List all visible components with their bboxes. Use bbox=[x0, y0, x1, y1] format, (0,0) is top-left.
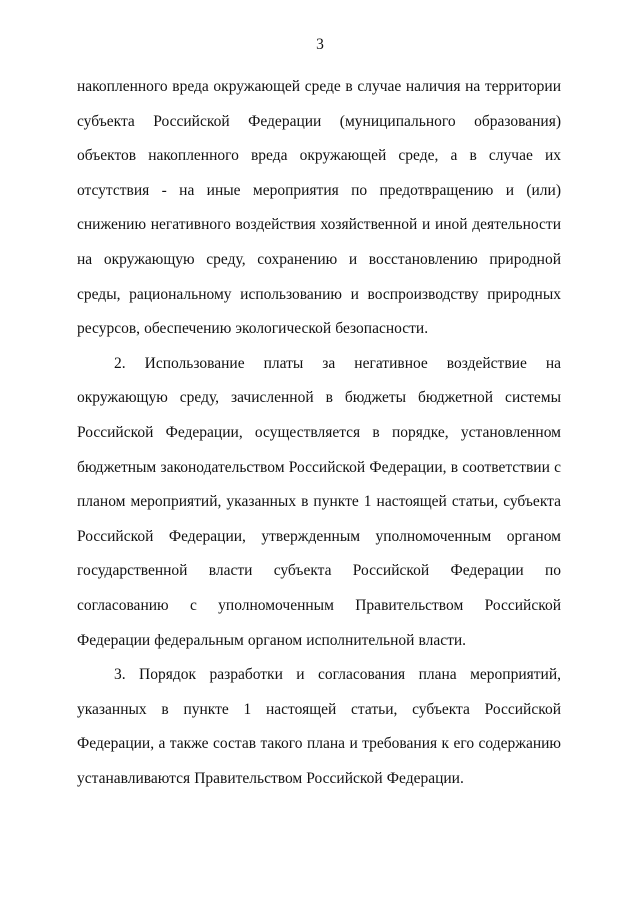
document-body bbox=[77, 70, 561, 796]
paragraph-item-2: 2. Использование платы за негативное воздействие на окружающую среду, зачисленной в бюджеты бюджетной системы Российской Федерации, осуществляется в порядке, установленном бюджетным законодательством Российской Федерации, в соответствии с планом мероприятий, указанных в пункте 1 настоящей статьи, субъекта Российской Федерации, утвержденным уполномоченным органом государственной власти субъекта Российской Федерации по согласованию с уполномоченным Правительством Российской Федерации федеральным органом исполнительной власти. bbox=[77, 354, 561, 649]
paragraph-continuation: накопленного вреда окружающей среде в случае наличия на территории субъекта Российской Федерации (муниципального образования) объектов накопленного вреда окружающей среде, а в случае их отсутствия - на иные мероприятия по предотвращению и (или) снижению негативного воздействия хозяйственной и иной деятельности на окружающую среду, сохранению и восстановлению природной среды, рациональному использованию и воспроизводству природных ресурсов, обеспечению экологической безопасности. bbox=[77, 78, 561, 338]
page-number: 3 bbox=[316, 36, 324, 53]
paragraph-item-3: 3. Порядок разработки и согласования плана мероприятий, указанных в пункте 1 настоящей статьи, субъекта Российской Федерации, а также состав такого плана и требования к его содержанию устанавливаются Правительством Российской Федерации. bbox=[77, 666, 561, 787]
